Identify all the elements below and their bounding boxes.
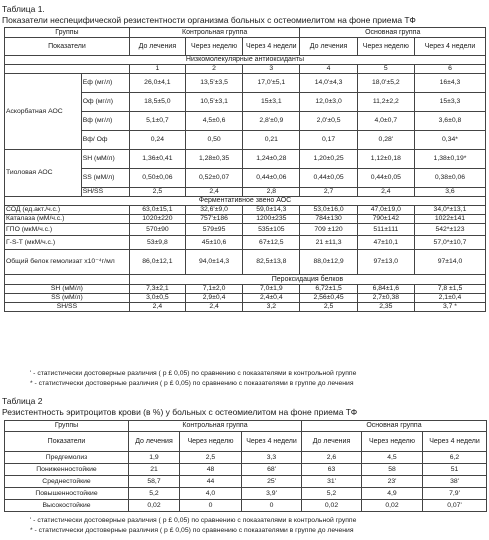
thiol-label: Тиоловая АОС xyxy=(5,150,82,197)
value-cell: 7,0±1,9 xyxy=(243,285,300,294)
value-cell: 58,7 xyxy=(129,476,180,488)
value-cell: 0,44±0,05 xyxy=(357,169,414,188)
value-cell: 0,02 xyxy=(129,500,180,512)
value-cell: 2,5 xyxy=(300,303,357,312)
value-cell: 2,35 xyxy=(357,303,414,312)
value-cell: 47±10,1 xyxy=(357,236,414,250)
row-label: Предгемолиз xyxy=(5,452,129,464)
sub-label: SH (мМ/л) xyxy=(81,150,129,169)
value-cell: 12,0±3,0 xyxy=(300,93,357,112)
head-before: До лечения xyxy=(129,432,180,452)
value-cell: 6,2 xyxy=(423,452,487,464)
row-label: SS (мМ/л) xyxy=(5,294,130,303)
value-cell: 0,28' xyxy=(357,131,414,150)
table2 xyxy=(4,420,487,512)
head-week: Через неделю xyxy=(357,38,414,56)
value-cell: 15±3,3 xyxy=(414,93,485,112)
ascorbic-label: Аскорбатная АОС xyxy=(5,74,82,150)
table2-footnote: * - статистически достоверные различия ( р £ 0,05) по сравнению с показателями в группе до лечения xyxy=(30,527,354,534)
head-indicators: Показатели xyxy=(5,432,129,452)
value-cell: 1200±235 xyxy=(243,215,300,224)
value-cell: 2,5 xyxy=(180,452,242,464)
value-cell: 757'±186 xyxy=(185,215,242,224)
sub-label: SS (мМ/л) xyxy=(81,169,129,188)
value-cell: 97±14,0 xyxy=(414,250,485,275)
value-cell: 1,24±0,28 xyxy=(243,150,300,169)
col-number: 5 xyxy=(357,65,414,74)
value-cell: 59,0±14,3 xyxy=(243,206,300,215)
value-cell: 13,5'±3,5 xyxy=(185,74,242,93)
row-label: Каталаза (мМ/ч.с.) xyxy=(5,215,130,224)
value-cell: 63 xyxy=(302,464,362,476)
value-cell: 5,2 xyxy=(302,488,362,500)
value-cell: 0,21 xyxy=(243,131,300,150)
value-cell: 535±105 xyxy=(243,224,300,236)
head-before: До лечения xyxy=(302,432,362,452)
value-cell: 2,9±0,4 xyxy=(185,294,242,303)
sub-label: Еф (мг/л) xyxy=(81,74,129,93)
value-cell: 4,5±0,6 xyxy=(185,112,242,131)
head-main: Основная группа xyxy=(302,421,487,432)
value-cell: 511±111 xyxy=(357,224,414,236)
value-cell: 0,24 xyxy=(129,131,185,150)
value-cell: 570±90 xyxy=(129,224,185,236)
value-cell: 18,5±5,0 xyxy=(129,93,185,112)
value-cell: 1,38±0,19* xyxy=(414,150,485,169)
value-cell: 4,0±0,7 xyxy=(357,112,414,131)
value-cell: 2,1±0,4 xyxy=(414,294,485,303)
col-number: 3 xyxy=(243,65,300,74)
value-cell: 0,52±0,07 xyxy=(185,169,242,188)
value-cell: 542*±123 xyxy=(414,224,485,236)
blank-cell xyxy=(5,65,130,74)
value-cell: 94,0±14,3 xyxy=(185,250,242,275)
value-cell: 18,0'±5,2 xyxy=(357,74,414,93)
value-cell: 0,44±0,05 xyxy=(300,169,357,188)
value-cell: 4,5 xyxy=(362,452,423,464)
head-control: Контрольная группа xyxy=(129,421,302,432)
value-cell: 0,02 xyxy=(302,500,362,512)
value-cell: 0 xyxy=(242,500,302,512)
value-cell: 2,4±0,4 xyxy=(243,294,300,303)
value-cell: 3,7 * xyxy=(414,303,485,312)
value-cell: 88,0±12,9 xyxy=(300,250,357,275)
value-cell: 2,7 xyxy=(300,188,357,197)
value-cell: 10,5'±3,1 xyxy=(185,93,242,112)
value-cell: 0,50±0,06 xyxy=(129,169,185,188)
head-groups: Группы xyxy=(5,28,130,38)
row-label: Среднестойкие xyxy=(5,476,129,488)
value-cell: 82,5±13,8 xyxy=(243,250,300,275)
value-cell: 0,44±0,06 xyxy=(243,169,300,188)
head-4weeks: Через 4 недели xyxy=(423,432,487,452)
value-cell: 67±12,5 xyxy=(243,236,300,250)
row-label: SH (мМ/л) xyxy=(5,285,130,294)
value-cell: 4,9 xyxy=(362,488,423,500)
value-cell: 2,4 xyxy=(185,303,242,312)
row-label: SH/SS xyxy=(5,303,130,312)
row-label: Общий белок гемолизат х10⁻⁴г/мл xyxy=(5,250,130,275)
value-cell: 790±142 xyxy=(357,215,414,224)
head-4weeks: Через 4 недели xyxy=(414,38,485,56)
head-groups: Группы xyxy=(5,421,129,432)
value-cell: 1,36±0,41 xyxy=(129,150,185,169)
head-before: До лечения xyxy=(129,38,185,56)
value-cell: 0,07' xyxy=(423,500,487,512)
col-number: 2 xyxy=(185,65,242,74)
table1 xyxy=(4,27,486,312)
value-cell: 17,0'±5,1 xyxy=(243,74,300,93)
value-cell: 2,4 xyxy=(129,303,185,312)
head-before: До лечения xyxy=(300,38,357,56)
value-cell: 21 ±11,3 xyxy=(300,236,357,250)
value-cell: 1,20±0,25 xyxy=(300,150,357,169)
sub-label: SH/SS xyxy=(81,188,129,197)
value-cell: 1,28±0,35 xyxy=(185,150,242,169)
value-cell: 0,50 xyxy=(185,131,242,150)
value-cell: 16±4,3 xyxy=(414,74,485,93)
value-cell: 709 ±120 xyxy=(300,224,357,236)
value-cell: 2,5 xyxy=(129,188,185,197)
table2-number: Таблица 2 xyxy=(2,396,43,406)
col-number: 6 xyxy=(414,65,485,74)
head-indicators: Показатели xyxy=(5,38,130,56)
value-cell: 0,38±0,06 xyxy=(414,169,485,188)
value-cell: 34,0*±13,1 xyxy=(414,206,485,215)
value-cell: 6,72±1,5 xyxy=(300,285,357,294)
col-number: 1 xyxy=(129,65,185,74)
value-cell: 7,9' xyxy=(423,488,487,500)
value-cell: 4,0 xyxy=(180,488,242,500)
value-cell: 3,0±0,5 xyxy=(129,294,185,303)
table1-footnote: ' - статистически достоверные различия ( р £ 0,05) по сравнению с показателями в контрольной группе xyxy=(30,370,357,377)
value-cell: 7,1±2,0 xyxy=(185,285,242,294)
row-label: Высокостойкие xyxy=(5,500,129,512)
value-cell: 11,2±2,2 xyxy=(357,93,414,112)
value-cell: 0 xyxy=(180,500,242,512)
section-lowmol: Низкомолекулярные антиоксиданты xyxy=(5,56,486,65)
head-4weeks: Через 4 недели xyxy=(242,432,302,452)
head-week: Через неделю xyxy=(180,432,242,452)
value-cell: 58 xyxy=(362,464,423,476)
value-cell: 45±10,6 xyxy=(185,236,242,250)
value-cell: 3,6 xyxy=(414,188,485,197)
value-cell: 31' xyxy=(302,476,362,488)
row-label: Г-S-T (мкМ/ч.с.) xyxy=(5,236,130,250)
value-cell: 2,4 xyxy=(185,188,242,197)
value-cell: 68' xyxy=(242,464,302,476)
value-cell: 3,9' xyxy=(242,488,302,500)
table1-number: Таблица 1. xyxy=(2,4,45,14)
col-number: 4 xyxy=(300,65,357,74)
value-cell: 48 xyxy=(180,464,242,476)
value-cell: 44 xyxy=(180,476,242,488)
head-week: Через неделю xyxy=(362,432,423,452)
value-cell: 53,0±16,0 xyxy=(300,206,357,215)
value-cell: 2,4 xyxy=(357,188,414,197)
value-cell: 3,3 xyxy=(242,452,302,464)
row-label: ГПО (мкМ/ч.с.) xyxy=(5,224,130,236)
value-cell: 38' xyxy=(423,476,487,488)
value-cell: 7,3±2,1 xyxy=(129,285,185,294)
value-cell: 3,6±0,8 xyxy=(414,112,485,131)
table2-footnote: ' - статистически достоверные различия ( р £ 0,05) по сравнению с показателями в контрольной группе xyxy=(30,517,357,524)
head-week: Через неделю xyxy=(185,38,242,56)
value-cell: 57,0*±10,7 xyxy=(414,236,485,250)
value-cell: 2,8'±0,9 xyxy=(243,112,300,131)
value-cell: 0,34* xyxy=(414,131,485,150)
value-cell: 0,17 xyxy=(300,131,357,150)
table2-title: Резистентность эритроцитов крови (в %) у больных с остеомиелитом на фоне приема ТФ xyxy=(2,407,358,417)
value-cell: 25' xyxy=(242,476,302,488)
value-cell: 14,0'±4,3 xyxy=(300,74,357,93)
value-cell: 47,0±19,0 xyxy=(357,206,414,215)
value-cell: 2,7±0,38 xyxy=(357,294,414,303)
value-cell: 2,0'±0,5 xyxy=(300,112,357,131)
value-cell: 5,1±0,7 xyxy=(129,112,185,131)
value-cell: 21 xyxy=(129,464,180,476)
table1-footnote: * - статистически достоверные различия ( р £ 0,05) по сравнению с показателями в группе до лечения xyxy=(30,380,354,387)
value-cell: 6,84±1,6 xyxy=(357,285,414,294)
table1-title: Показатели неспецифической резистентности организма больных с остеомиелитом на фоне приема ТФ xyxy=(2,15,416,25)
row-label: Пониженностойкие xyxy=(5,464,129,476)
section-enzyme: Ферментативное звено АОС xyxy=(5,197,486,206)
sub-label: Оф (мг/л) xyxy=(81,93,129,112)
value-cell: 5,2 xyxy=(129,488,180,500)
head-4weeks: Через 4 недели xyxy=(243,38,300,56)
value-cell: 1022±141 xyxy=(414,215,485,224)
value-cell: 51 xyxy=(423,464,487,476)
value-cell: 1,9 xyxy=(129,452,180,464)
value-cell: 2,56±0,45 xyxy=(300,294,357,303)
value-cell: 3,2 xyxy=(243,303,300,312)
head-control: Контрольная группа xyxy=(129,28,300,38)
value-cell: 2,8 xyxy=(243,188,300,197)
value-cell: 53±9,8 xyxy=(129,236,185,250)
value-cell: 26,0±4,1 xyxy=(129,74,185,93)
value-cell: 784±130 xyxy=(300,215,357,224)
section-protein: Пероксидация белков xyxy=(129,275,485,285)
value-cell: 97±13,0 xyxy=(357,250,414,275)
value-cell: 579±95 xyxy=(185,224,242,236)
value-cell: 86,0±12,1 xyxy=(129,250,185,275)
value-cell: 32,6'±9,0 xyxy=(185,206,242,215)
row-label: СОД (ед.акт./ч.с.) xyxy=(5,206,130,215)
sub-label: Вф/ Оф xyxy=(81,131,129,150)
head-main: Основная группа xyxy=(300,28,486,38)
row-label: Повышенностойкие xyxy=(5,488,129,500)
value-cell: 2,6 xyxy=(302,452,362,464)
value-cell: 15±3,1 xyxy=(243,93,300,112)
value-cell: 0,02 xyxy=(362,500,423,512)
value-cell: 1020±220 xyxy=(129,215,185,224)
value-cell: 7,8 ±1,5 xyxy=(414,285,485,294)
value-cell: 1,12±0,18 xyxy=(357,150,414,169)
sub-label: Вф (мг/л) xyxy=(81,112,129,131)
value-cell: 63,0±15,1 xyxy=(129,206,185,215)
value-cell: 23' xyxy=(362,476,423,488)
blank-cell xyxy=(5,275,130,285)
